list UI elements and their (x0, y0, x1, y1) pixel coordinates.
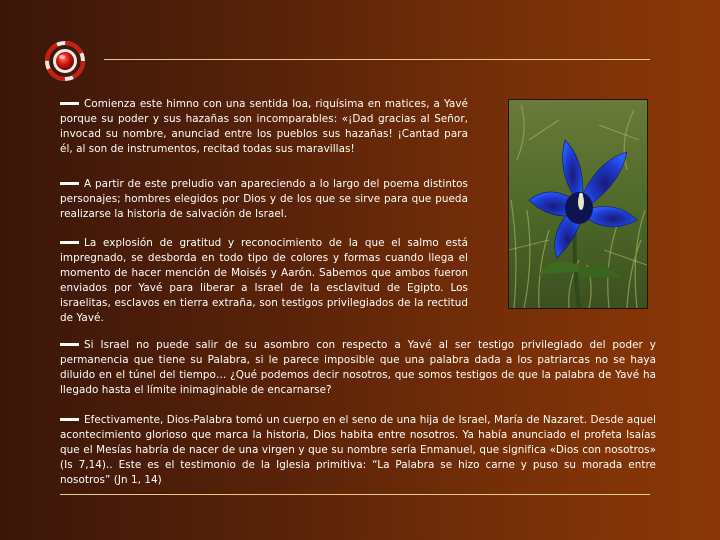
dash-bullet-icon (60, 343, 79, 346)
bottom-divider (60, 494, 650, 495)
dash-bullet-icon (60, 418, 79, 421)
paragraph-3 (60, 236, 468, 326)
dash-bullet-icon (60, 102, 79, 105)
paragraph-4 (60, 338, 656, 398)
paragraph-1-text: Comienza este himno con una sentida loa, riquísima en matices, a Yavé porque su poder y sus hazañas son incomparables: «¡Dad gracias al Señor, invocad su nombre, anunciad entre los pueblos sus hazañas! ¡Cantad para él, al son de instrumentos, recitad todas sus maravillas! (60, 98, 468, 155)
paragraph-1 (60, 97, 468, 157)
paragraph-3-text: La explosión de gratitud y reconocimiento de la que el salmo está impregnado, se desborda en todo tipo de colores y formas cuando llega el momento de hacer mención de Moisés y Aarón. Sabemos que ambos fueron enviados por Yavé para liberar a Israel de la esclavitud de Egipto. Los israelitas, esclavos en tierra extraña, son testigos privilegiados de la rectitud de Yavé. (60, 237, 468, 324)
dash-bullet-icon (60, 182, 79, 185)
emblem-logo-icon (44, 40, 86, 82)
paragraph-2-text: A partir de este preludio van apareciendo a lo largo del poema distintos personajes; hombres elegidos por Dios y de los que se sirve para que pueda realizarse la historia de salvación de Israel. (60, 178, 468, 220)
gentian-flower-photo (508, 99, 648, 309)
paragraph-4-text: Si Israel no puede salir de su asombro con respecto a Yavé al ser testigo privilegiado del poder y permanencia que tiene su Palabra, si le parece imposible que una palabra dada a los patriarcas no se haya diluido en el túnel del tiempo… ¿Qué podemos decir nosotros, que somos testigos de que la palabra de Yavé ha llegado hasta el límite inimaginable de encarnarse? (60, 339, 656, 396)
paragraph-5-text: Efectivamente, Dios-Palabra tomó un cuerpo en el seno de una hija de Israel, María de Nazaret. Desde aquel acontecimiento glorioso que marca la historia, Dios habita entre nosotros. Ya había anunciado el profeta Isaías que el Mesías habría de nacer de una virgen y que su nombre sería Enmanuel, que significa «Dios con nosotros» (Is 7,14).. Este es el testimonio de la Iglesia primitiva: “La Palabra se hizo carne y puso su morada entre nosotros” (Jn 1, 14) (60, 414, 656, 486)
paragraph-5 (60, 413, 656, 488)
paragraph-2 (60, 177, 468, 222)
top-divider (104, 59, 650, 60)
dash-bullet-icon (60, 241, 79, 244)
